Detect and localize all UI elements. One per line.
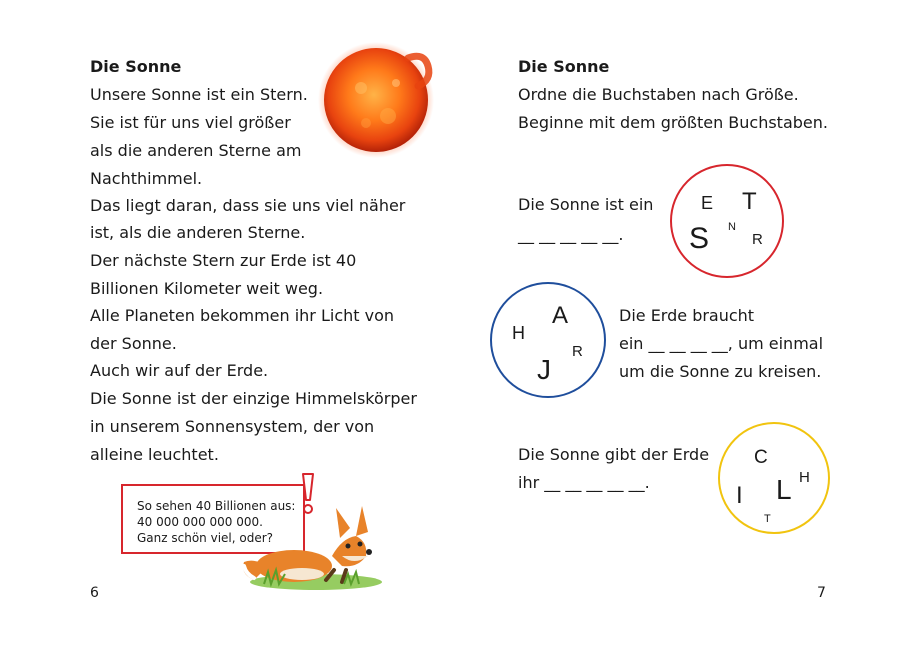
text-line: der Sonne. xyxy=(90,334,177,353)
text-line: ist, als die anderen Sterne. xyxy=(90,223,306,242)
fox-illustration xyxy=(236,496,386,592)
puzzle2-letter: A xyxy=(552,302,569,329)
text-line: Auch wir auf der Erde. xyxy=(90,361,269,380)
right-page-title: Die Sonne xyxy=(518,57,610,76)
instruction-line: Beginne mit dem größten Buchstaben. xyxy=(518,113,828,132)
text-line: Das liegt daran, dass sie uns viel näher xyxy=(90,196,406,215)
puzzle2-text: Die Erde braucht xyxy=(619,306,755,325)
puzzle3-text: Die Sonne gibt der Erde xyxy=(518,445,710,464)
instruction-line: Ordne die Buchstaben nach Größe. xyxy=(518,85,799,104)
text-line: Billionen Kilometer weit weg. xyxy=(90,279,324,298)
text-line: Sie ist für uns viel größer xyxy=(90,113,291,132)
puzzle2-letter: J xyxy=(537,354,551,385)
puzzle3-letter: I xyxy=(736,482,743,509)
text-line: alleine leuchtet. xyxy=(90,445,219,464)
puzzle3-letter-circle xyxy=(718,422,830,534)
puzzle2-letter: R xyxy=(572,343,583,360)
text-line: Nachthimmel. xyxy=(90,169,203,188)
text-line: Der nächste Stern zur Erde ist 40 xyxy=(90,251,357,270)
callout-line: 40 000 000 000 000. xyxy=(137,515,263,529)
text-line: Unsere Sonne ist ein Stern. xyxy=(90,85,308,104)
text-line: in unserem Sonnensystem, der von xyxy=(90,417,375,436)
text-line: als die anderen Sterne am xyxy=(90,141,302,160)
page-number: 7 xyxy=(817,585,826,601)
text-line: Alle Planeten bekommen ihr Licht von xyxy=(90,306,395,325)
puzzle3-blanks: ihr __ __ __ __ __. xyxy=(518,473,650,492)
puzzle1-letter: R xyxy=(752,231,763,248)
puzzle1-letter: S xyxy=(689,222,710,255)
puzzle2-text: um die Sonne zu kreisen. xyxy=(619,362,822,381)
puzzle3-letter: L xyxy=(776,474,792,505)
puzzle2-text: ein __ __ __ __, um einmal xyxy=(619,334,824,353)
puzzle1-text: Die Sonne ist ein xyxy=(518,195,654,214)
puzzle1-letter: E xyxy=(701,193,714,213)
puzzle3-letter: H xyxy=(799,469,810,486)
puzzle1-letter: T xyxy=(742,188,757,215)
puzzle2-letter-circle xyxy=(490,282,606,398)
puzzle2-letter: H xyxy=(512,323,525,343)
puzzle1-letter-circle xyxy=(670,164,784,278)
callout-line: Ganz schön viel, oder? xyxy=(137,531,274,545)
callout-line: So sehen 40 Billionen aus: xyxy=(137,499,296,513)
text-line: Die Sonne ist der einzige Himmelskörper xyxy=(90,389,417,408)
puzzle3-letter: T xyxy=(764,513,771,525)
puzzle1-letter: N xyxy=(728,221,736,233)
left-page-title: Die Sonne xyxy=(90,57,182,76)
page-number: 6 xyxy=(90,585,99,601)
puzzle1-blanks: __ __ __ __ __. xyxy=(518,225,624,244)
puzzle3-letter: C xyxy=(754,447,768,468)
sun-image xyxy=(316,38,440,158)
right-page xyxy=(458,0,916,648)
